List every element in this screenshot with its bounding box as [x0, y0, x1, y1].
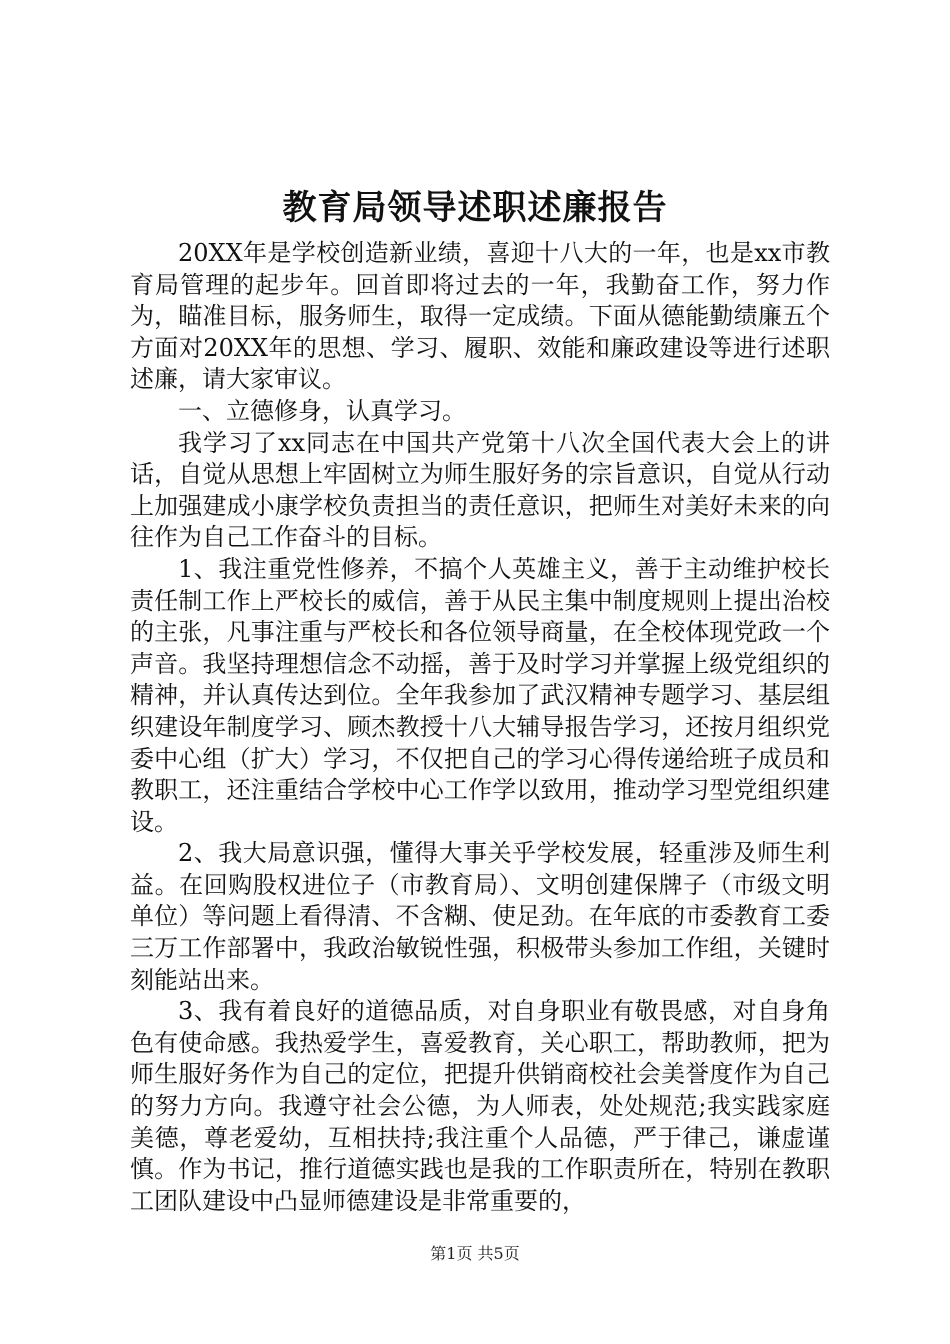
document-title: 教育局领导述职述廉报告	[282, 188, 668, 228]
paragraph-intro: 20XX年是学校创造新业绩，喜迎十八大的一年，也是xx市教育局管理的起步年。回首即将过去的一年，我勤奋工作，努力作为，瞄准目标，服务师生，取得一定成绩。下面从德能勤绩廉五个方面对20XX年的思想、学习、履职、效能和廉政建设等进行述职述廉，请大家审议。	[130, 239, 830, 394]
paragraph-item-3: 3、我有着良好的道德品质，对自身职业有敬畏感，对自身角色有使命感。我热爱学生，喜爱教育，关心职工，帮助教师，把为师生服好务作为自己的定位，把提升供销商校社会美誉度作为自己的努力方向。我遵守社会公德，为人师表，处处规范;我实践家庭美德，尊老爱幼，互相扶持;我注重个人品德，严于律己，谦虚谨慎。作为书记，推行道德实践也是我的工作职责所在，特别在教职工团队建设中凸显师德建设是非常重要的，	[130, 997, 830, 1215]
paragraph-item-1: 1、我注重党性修养，不搞个人英雄主义，善于主动维护校长责任制工作上严校长的威信，善于从民主集中制度规则上提出治校的主张，凡事注重与严校长和各位领导商量，在全校体现党政一个声音。我坚持理想信念不动摇，善于及时学习并掌握上级党组织的精神，并认真传达到位。全年我参加了武汉精神专题学习、基层组织建设年制度学习、顾杰教授十八大辅导报告学习，还按月组织党委中心组（扩大）学习，不仅把自己的学习心得传递给班子成员和教职工，还注重结合学校中心工作学以致用，推动学习型党组织建设。	[130, 554, 830, 836]
page-number-footer: 第1页 共5页	[430, 1244, 520, 1263]
document-body	[130, 238, 830, 1217]
section-heading-1: 一、立德修身，认真学习。	[178, 396, 466, 425]
paragraph-study: 我学习了xx同志在中国共产党第十八次全国代表大会上的讲话，自觉从思想上牢固树立为师生服好务的宗旨意识，自觉从行动上加强建成小康学校负责担当的责任意识，把师生对美好未来的向往作为自己工作奋斗的目标。	[130, 428, 830, 552]
paragraph-item-2: 2、我大局意识强，懂得大事关乎学校发展，轻重涉及师生利益。在回购股权进位子（市教育局）、文明创建保牌子（市级文明单位）等问题上看得清、不含糊、使足劲。在年底的市委教育工委三万工作部署中，我政治敏锐性强，积极带头参加工作组，关键时刻能站出来。	[130, 839, 830, 994]
